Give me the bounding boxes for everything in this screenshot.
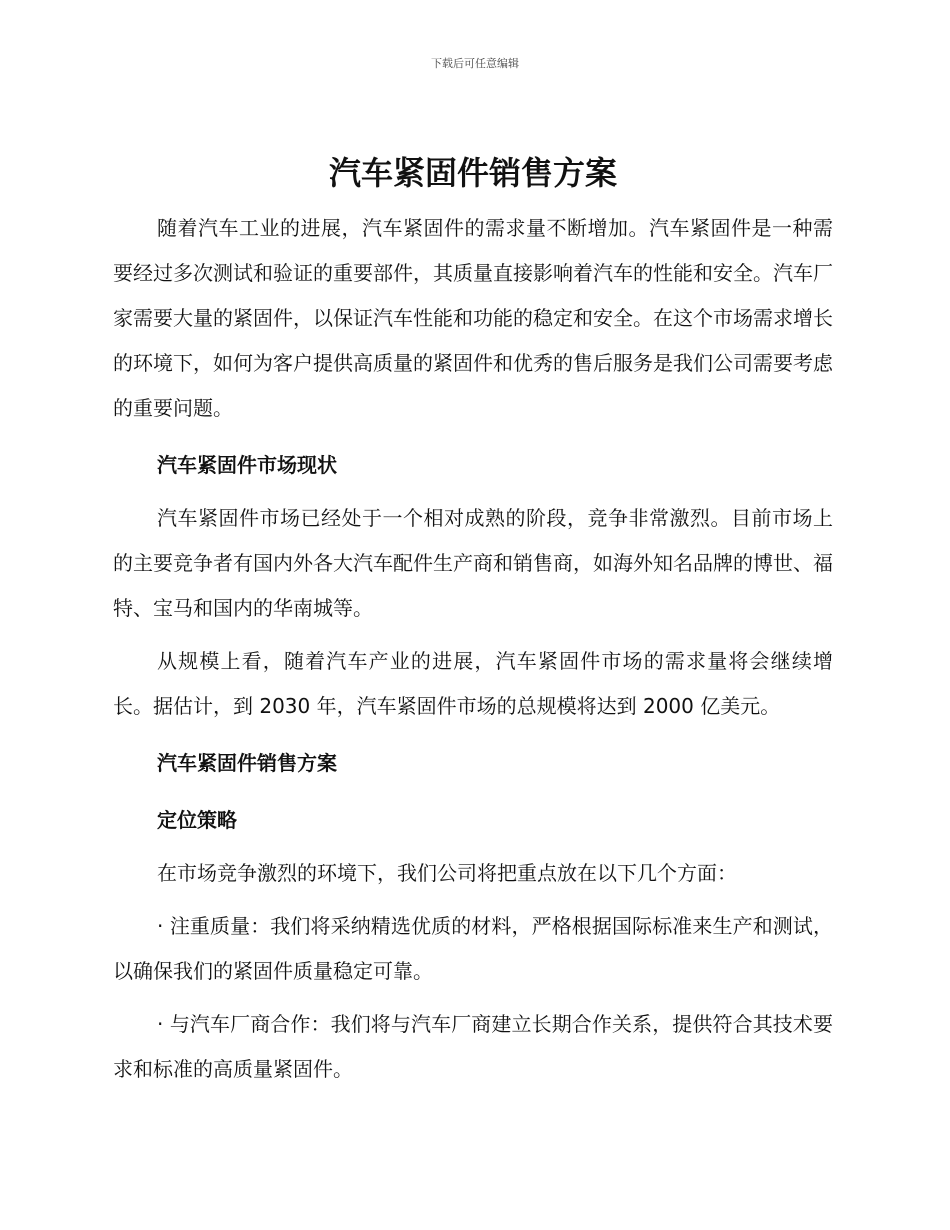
positioning-paragraph: 在市场竞争激烈的环境下，我们公司将把重点放在以下几个方面： [157, 861, 737, 885]
bullet-quality: · 注重质量：我们将采纳精选优质的材料，严格根据国际标准来生产和测试，以确保我们的紧固件质量稳定可靠。 [113, 914, 833, 983]
document-title: 汽车紧固件销售方案 [328, 154, 617, 192]
header-note: 下载后可任意编辑 [431, 57, 519, 70]
section-heading-sales-plan: 汽车紧固件销售方案 [157, 751, 337, 775]
market-paragraph-1: 汽车紧固件市场已经处于一个相对成熟的阶段，竞争非常激烈。目前市场上的主要竞争者有国内外各大汽车配件生产商和销售商，如海外知名品牌的博世、福特、宝马和国内的华南城等。 [113, 506, 833, 620]
sub-heading-positioning: 定位策略 [157, 808, 237, 832]
section-heading-market-status: 汽车紧固件市场现状 [157, 453, 337, 477]
document-body [113, 150, 833, 1092]
market-paragraph-2: 从规模上看，随着汽车产业的进展，汽车紧固件市场的需求量将会继续增长。据估计，到 2030 年，汽车紧固件市场的总规模将达到 2000 亿美元。 [113, 649, 833, 718]
bullet-cooperation: · 与汽车厂商合作：我们将与汽车厂商建立长期合作关系，提供符合其技术要求和标准的高质量紧固件。 [113, 1012, 833, 1081]
intro-paragraph: 随着汽车工业的进展，汽车紧固件的需求量不断增加。汽车紧固件是一种需要经过多次测试和验证的重要部件，其质量直接影响着汽车的性能和安全。汽车厂家需要大量的紧固件，以保证汽车性能和功能的稳定和安全。在这个市场需求增长的环境下，如何为客户提供高质量的紧固件和优秀的售后服务是我们公司需要考虑的重要问题。 [113, 216, 833, 420]
